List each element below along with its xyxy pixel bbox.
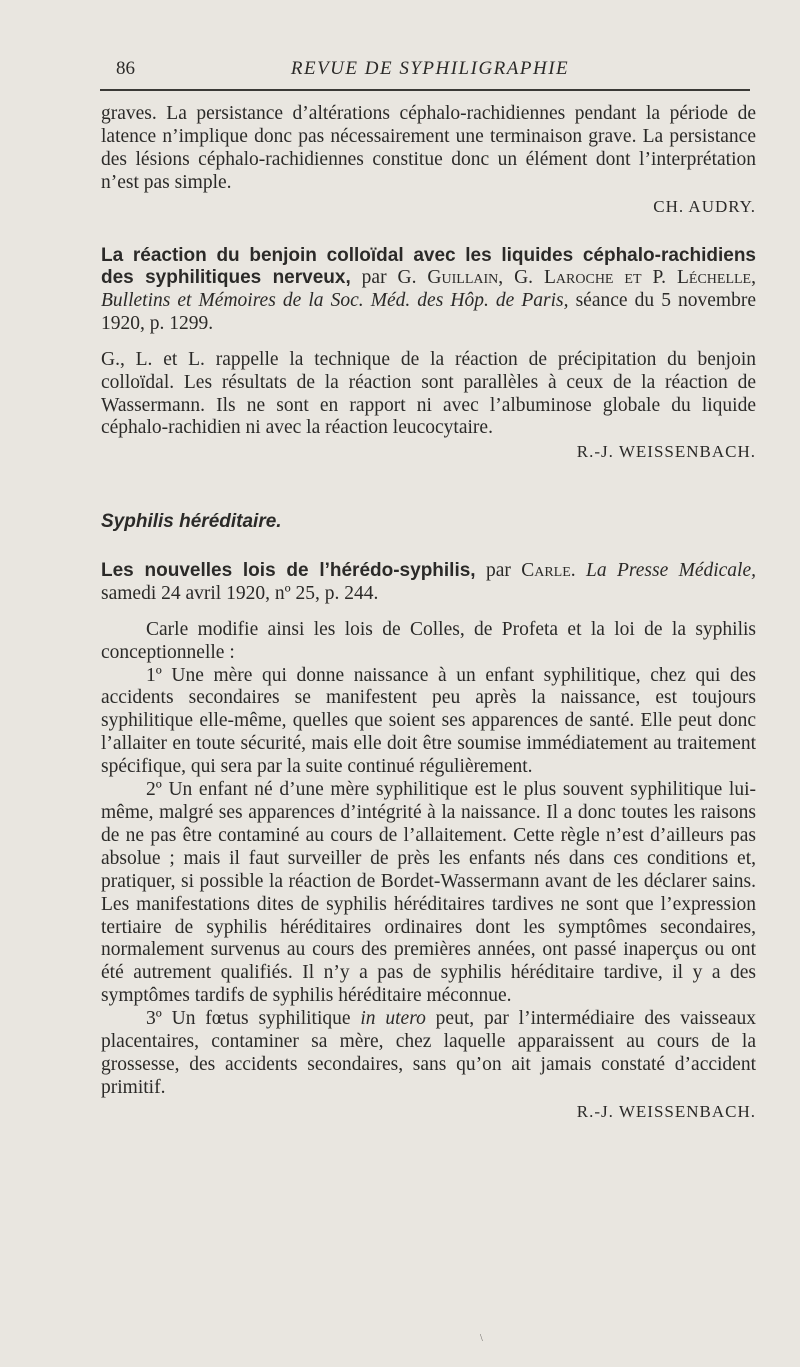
article-benjoin-ref-rest: séance du 5 novembre 1920, p. 1299. [101, 290, 756, 334]
signature-weissenbach-1: R.-J. WEISSENBACH. [576, 442, 756, 462]
ref-by: par [475, 560, 522, 582]
running-title: REVUE DE SYPHILIGRAPHIE [290, 58, 570, 79]
article-heredo-title: Les nouvelles lois de l’hérédo-syphilis, [101, 560, 476, 582]
article-benjoin-authors: G. Guillain, G. Laroche et P. Léchelle, [397, 267, 756, 289]
law-3-rest: peut, par l’intermédiaire des vaisseaux placentaires, contaminer sa mère, chez laquelle apparaissent au cours de la grossesse, des accidents secondaires, sans qu’on ait jamais constaté d’accident primitif. [101, 1008, 756, 1098]
article-benjoin-paragraph: G., L. et L. rappelle la technique de la réaction de précipitation du benjoin colloïdal. Les résultats de la réaction sont parallèles à ceux de la réaction de Wassermann. Ils ne sont en rapport ni avec l’albuminose globale du liquide céphalo-rachidien ni avec la réaction leucocytaire. [101, 348, 756, 439]
article-heredo-law-1: 1º Une mère qui donne naissance à un enfant syphilitique, chez qui des accidents secondaires se manifestent peu après la naissance, est toujours syphilitique elle-même, quelles que soient ses apparences de santé. Elle peut donc l’allaiter en toute sécurité, mais elle doit être soumise immédiatement au traitement spécifique, qui sera par la suite continué régulièrement. [101, 664, 756, 778]
article-heredo-reference [101, 560, 756, 606]
header-rule [100, 89, 750, 91]
article-benjoin-title: La réaction du benjoin colloïdal avec les liquides céphalo-rachidiens des syphilitiques nerveux, [101, 244, 756, 289]
article-heredo-law-2: 2º Un enfant né d’une mère syphilitique est le plus souvent syphilitique lui-même, malgré ses apparences d’intégrité à la naissance. Il a donc toutes les raisons de ne pas être contaminé au cours de l’allaitement. Cette règle n’est d’ailleurs pas absolue ; mais il faut surveiller de près les enfants nés dans ces conditions et, pratiquer, si possible la réaction de Bordet-Wassermann avant de les déclarer sains. Les manifestations dites de syphilis héréditaires tardives ne sont que l’expression tertiaire de syphilis héréditaires ordinaires dont les symptômes secondaires, normalement survenus au cours des premières années, ont passé inaperçus ou ont été autrement qualifiés. Il n’y a pas de syphilis héréditaire tardive, il y a des symptômes tardifs de syphilis héréditaire méconnue. [101, 779, 756, 1007]
law-3-in-utero: in utero [360, 1008, 426, 1030]
article-benjoin-journal: Bulletins et Mémoires de la Soc. Méd. des Hôp. de Paris, [101, 290, 569, 312]
ref-by: par [350, 267, 398, 289]
signature-weissenbach-2: R.-J. WEISSENBACH. [576, 1101, 756, 1121]
page-header [100, 58, 760, 86]
page-number: 86 [116, 58, 135, 79]
article-heredo-journal: La Presse Médicale, [575, 560, 757, 582]
article-heredo-intro: Carle modifie ainsi les lois de Colles, de Profeta et la loi de la syphilis conceptionnelle : [101, 618, 756, 663]
article-heredo-ref-rest: samedi 24 avril 1920, nº 25, p. 244. [101, 582, 379, 604]
law-3-lead: 3º Un fœtus syphilitique [146, 1008, 361, 1030]
signature-audry: CH. AUDRY. [653, 196, 756, 216]
article-benjoin-reference [101, 245, 756, 336]
article-heredo-law-3 [101, 1008, 756, 1100]
article-audry-paragraph: graves. La persistance d’altérations céphalo-rachidiennes pendant la période de latence n’implique donc pas nécessairement une terminaison grave. La persistance des lésions céphalo-rachidiennes constitue donc un élément dont l’interprétation n’est pas simple. [101, 103, 756, 193]
footer-mark: \ [480, 1333, 483, 1344]
page-body [101, 103, 756, 1124]
section-heading-syphilis-hereditaire: Syphilis héréditaire. [101, 511, 282, 533]
article-heredo-author: Carle. [521, 560, 576, 582]
